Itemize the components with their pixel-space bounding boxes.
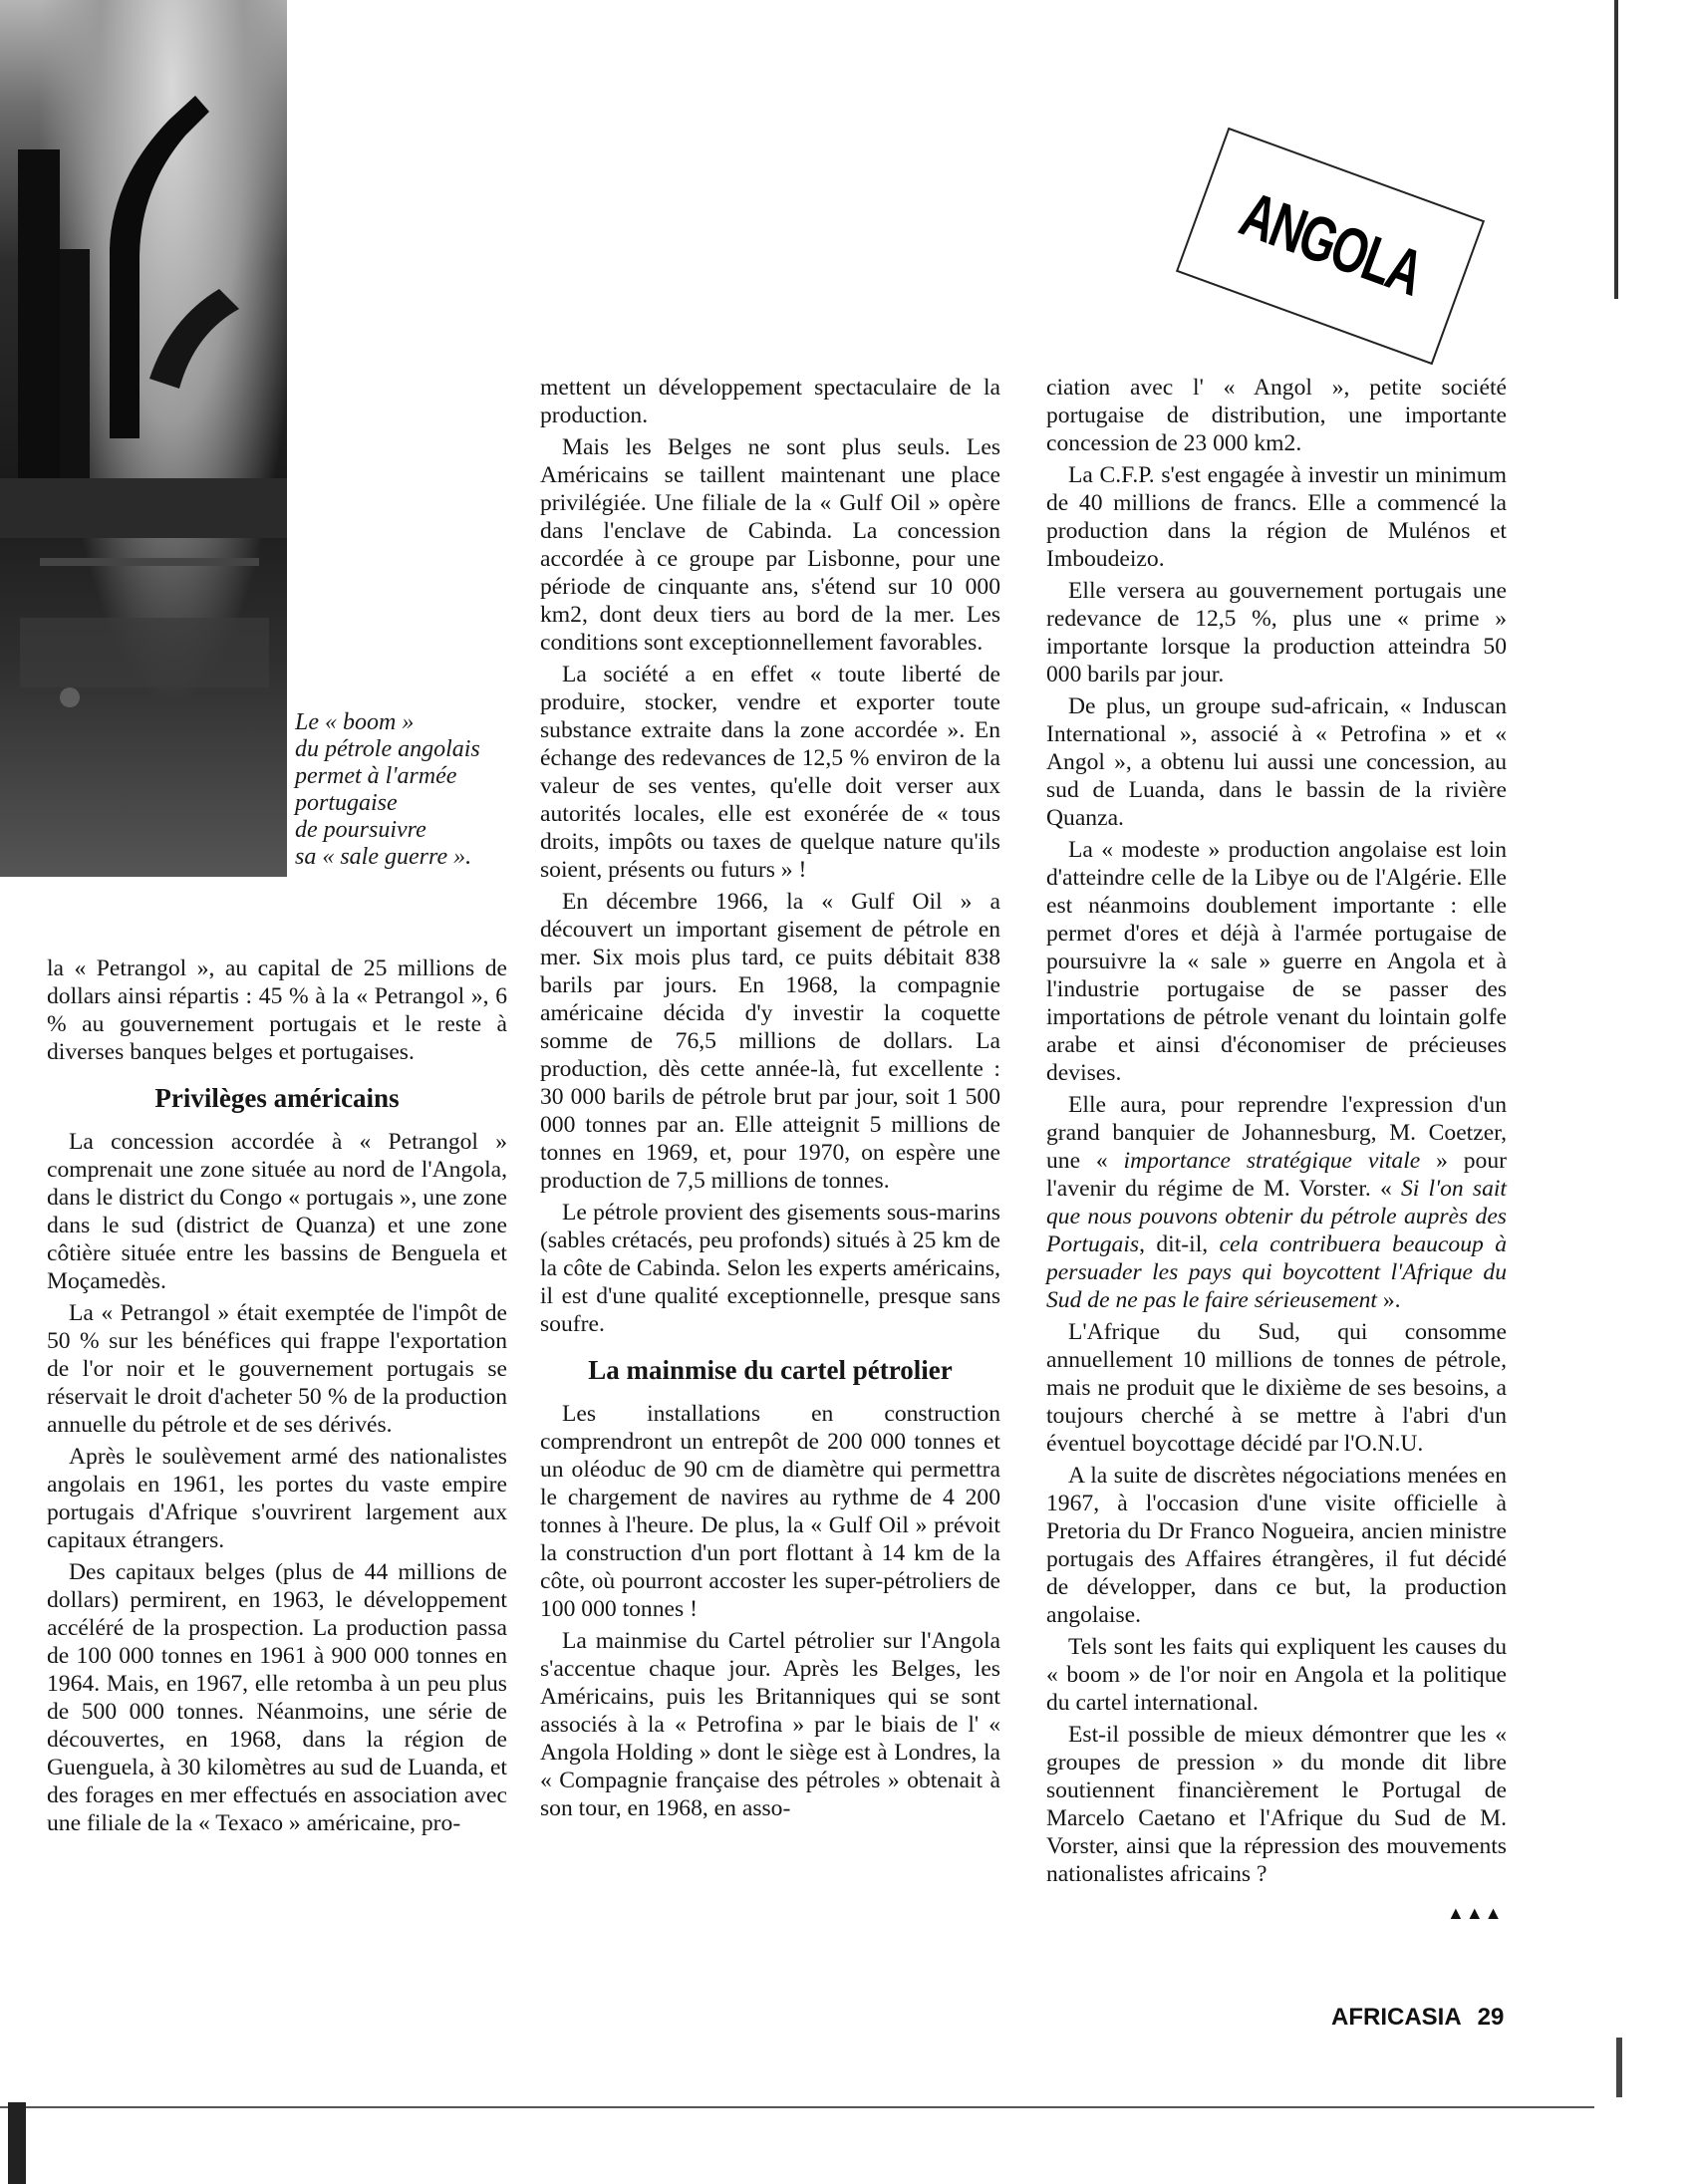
paragraph: En décembre 1966, la « Gulf Oil » a découvert un important gisement de pétrole en mer. Six mois plus tard, ce puits débitait 838 barils par jours. En 1968, la compagnie américaine décida d'y investir la coquette somme de 76,5 millions de dollars. La production, dès cette année-là, fut excellente : 30 000 barils de pétrole brut par jour, soit 1 500 000 tonnes par an. Elle atteignit 5 millions de tonnes en 1969, et, pour 1970, on espère une production de 7,5 millions de tonnes. bbox=[540, 889, 1000, 1194]
magazine-name: AFRICASIA bbox=[1331, 2004, 1462, 2031]
photo-caption: Le « boom » du pétrole angolais permet à l'armée portugaise de poursuivre sa « sale guerre ». bbox=[295, 709, 480, 870]
paragraph: la « Petrangol », au capital de 25 millions de dollars ainsi répartis : 45 % à la « Petrangol », 6 % au gouvernement portugais et le reste à diverses banques belges et portugaises. bbox=[47, 956, 507, 1065]
oil-pipes-photo bbox=[0, 0, 287, 877]
paragraph: mettent un développement spectaculaire de la production. bbox=[540, 375, 1000, 428]
paragraph: La « Petrangol » était exemptée de l'impôt de 50 % sur les bénéfices qui frappe l'exportation de l'or noir et le gouvernement portugais se réservait le droit d'acheter 50 % de la production annuelle du pétrole et de ses dérivés. bbox=[47, 1300, 507, 1438]
page-footer bbox=[1331, 2004, 1504, 2032]
paragraph: L'Afrique du Sud, qui consomme annuellement 10 millions de tonnes de pétrole, mais ne produit que le dixième de ses besoins, a toujours cherché à se mettre à l'abri d'un éventuel boycottage décidé par l'O.N.U. bbox=[1046, 1319, 1507, 1457]
paragraph: A la suite de discrètes négociations menées en 1967, à l'occasion d'une visite officielle à Pretoria du Dr Franco Nogueira, ancien ministre portugais des Affaires étrangères, il fut décidé de développer, dans ce but, la production angolaise. bbox=[1046, 1463, 1507, 1628]
column-right bbox=[1046, 374, 1507, 1892]
paragraph: La mainmise du Cartel pétrolier sur l'Angola s'accentue chaque jour. Après les Belges, les Américains, puis les Britanniques qui se sont associés à la « Petrofina » par le biais de l' « Angola Holding » dont le siège est à Londres, la « Compagnie française des pétroles » obtenait à son tour, en 1968, en asso- bbox=[540, 1628, 1000, 1821]
paragraph: Après le soulèvement armé des nationalistes angolais en 1961, les portes du vaste empire portugais d'Afrique s'ouvrirent largement aux capitaux étrangers. bbox=[47, 1444, 507, 1553]
scan-edge bbox=[1614, 0, 1618, 299]
photo-shapes bbox=[0, 0, 287, 877]
section-heading: Privilèges américains bbox=[154, 1083, 400, 1113]
paragraph: La société a en effet « toute liberté de produire, stocker, vendre et exporter toute substance extraite dans la zone accordée ». En échange des redevances de 12,5 % environ de la valeur de ses ventes, qu'elle doit verser aux autorités locales, elle est exonérée de « tous droits, impôts ou taxes de quelque nature qu'ils soient, présents ou futurs » ! bbox=[540, 662, 1000, 883]
scan-edge bbox=[8, 2102, 26, 2184]
paragraph: La « modeste » production angolaise est loin d'atteindre celle de la Libye ou de l'Algérie. Elle est néanmoins doublement importante : elle permet d'ores et déjà à l'armée portugaise de poursuivre la « sale » guerre en Angola et à l'industrie portugaise de se passer des importations de pétrole venant du lointain golfe arabe et ainsi d'économiser de précieuses devises. bbox=[1046, 837, 1507, 1086]
column-middle bbox=[540, 374, 1000, 1826]
page-edge-line bbox=[0, 2106, 1594, 2108]
scan-edge bbox=[1616, 2038, 1622, 2097]
end-mark-icon: ▲▲▲ bbox=[1447, 1903, 1504, 1923]
paragraph: Tels sont les faits qui expliquent les causes du « boom » de l'or noir en Angola et la politique du cartel international. bbox=[1046, 1634, 1507, 1716]
page-number: 29 bbox=[1477, 2004, 1505, 2031]
paragraph: Les installations en construction comprendront un entrepôt de 200 000 tonnes et un oléoduc de 90 cm de diamètre qui permettra le chargement de navires au rythme de 4 200 tonnes à l'heure. De plus, la « Gulf Oil » prévoit la construction d'un port flottant à 14 km de la côte, où pourront accoster les super-pétroliers de 100 000 tonnes ! bbox=[540, 1401, 1000, 1622]
paragraph: Le pétrole provient des gisements sous-marins (sables crétacés, peu profonds) situés à 25 km de la côte de Cabinda. Selon les experts américains, il est d'une qualité exceptionnelle, presque sans soufre. bbox=[540, 1200, 1000, 1337]
paragraph: La C.F.P. s'est engagée à investir un minimum de 40 millions de francs. Elle a commencé la production dans la région de Mulénos et Imboudeizo. bbox=[1046, 462, 1507, 572]
paragraph: Est-il possible de mieux démontrer que les « groupes de pression » du monde dit libre soutiennent financièrement le Portugal de Marcelo Caetano et l'Afrique du Sud de M. Vorster, ainsi que la répression des mouvements nationalistes africains ? bbox=[1046, 1722, 1507, 1887]
paragraph: Des capitaux belges (plus de 44 millions de dollars) permirent, en 1963, le développement accéléré de la prospection. La production passa de 100 000 tonnes en 1961 à 900 000 tonnes en 1964. Mais, en 1967, elle retomba à un peu plus de 500 000 tonnes. Néanmoins, une série de découvertes, en 1968, dans la région de Guenguela, à 30 kilomètres au sud de Luanda, et des forages en mer effectués en association avec une filiale de la « Texaco » américaine, pro- bbox=[47, 1559, 507, 1836]
paragraph: ciation avec l' « Angol », petite société portugaise de distribution, une importante concession de 23 000 km2. bbox=[1046, 375, 1507, 456]
section-heading: La mainmise du cartel pétrolier bbox=[588, 1355, 953, 1385]
paragraph: Mais les Belges ne sont plus seuls. Les Américains se taillent maintenant une place privilégiée. Une filiale de la « Gulf Oil » opère dans l'enclave de Cabinda. La concession accordée à ce groupe par Lisbonne, pour une période de cinquante ans, s'étend sur 10 000 km2, dont deux tiers au bord de la mer. Les conditions sont exceptionnellement favorables. bbox=[540, 434, 1000, 656]
paragraph: De plus, un groupe sud-africain, « Induscan International », associé à « Petrofina » et « Angol », a obtenu lui aussi une concession, au sud de Luanda, dans le bassin de la rivière Quanza. bbox=[1046, 693, 1507, 831]
paragraph-quote: Elle aura, pour reprendre l'expression d'un grand banquier de Johannesburg, M. Coetzer, une « importance stratégique vitale » pour l'avenir du régime de M. Vorster. « Si l'on sait que nous pouvons obtenir du pétrole auprès des Portugais, dit-il, cela contribuera beaucoup à persuader les pays qui boycottent l'Afrique du Sud de ne pas le faire sérieusement ». bbox=[1046, 1092, 1507, 1313]
badge-label: ANGOLA bbox=[1231, 177, 1432, 309]
paragraph: La concession accordée à « Petrangol » comprenait une zone située au nord de l'Angola, dans le district du Congo « portugais », une zone dans le sud (district de Quanza) et une zone côtière située entre les bassins de Benguela et Moçamedès. bbox=[47, 1129, 507, 1294]
section-badge bbox=[1176, 128, 1485, 365]
column-left bbox=[47, 955, 507, 1841]
paragraph: Elle versera au gouvernement portugais une redevance de 12,5 %, plus une « prime » importante lorsque la production atteindra 50 000 barils par jour. bbox=[1046, 578, 1507, 687]
